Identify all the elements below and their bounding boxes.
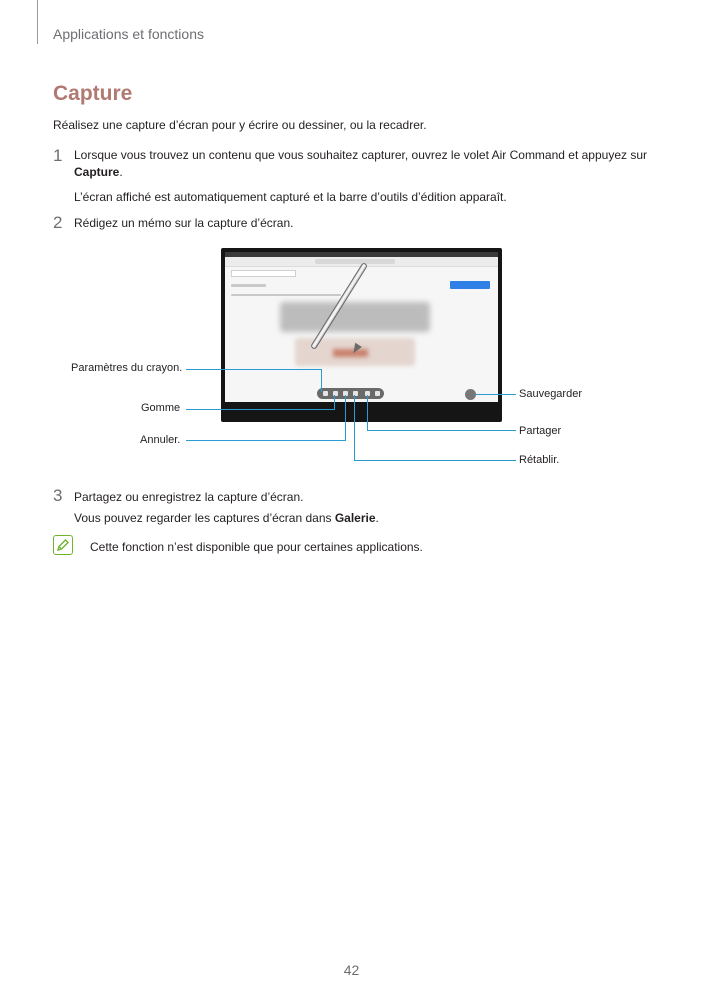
step-2-number: 2 <box>53 213 63 232</box>
blurred-hero-title <box>280 302 430 332</box>
pen-settings-icon[interactable] <box>323 391 328 396</box>
step-3-subtext <box>74 510 654 527</box>
step-2-text: Rédigez un mémo sur la capture d’écran. <box>74 216 294 230</box>
callout-line <box>186 409 335 410</box>
label-pen-settings: Paramètres du crayon. <box>71 362 183 374</box>
page-number: 42 <box>343 962 360 978</box>
label-undo: Annuler. <box>140 434 181 446</box>
step-3-bold: Galerie <box>334 511 376 525</box>
page-blue-button <box>450 281 490 289</box>
label-eraser: Gomme <box>141 402 181 414</box>
save-icon[interactable] <box>465 389 476 400</box>
step-3-subtext-main: Vous pouvez regarder les captures d’écran dans <box>74 511 335 525</box>
page-heading-line <box>231 284 266 287</box>
header-title: Applications et fonctions <box>53 26 204 42</box>
label-redo: Rétablir. <box>519 454 560 466</box>
step-3-subtext-end: . <box>375 511 379 525</box>
browser-tab <box>231 270 296 277</box>
step-1-text-main: Lorsque vous trouvez un contenu que vous souhaitez capturer, ouvrez le volet Air Command et appuyez sur <box>74 148 647 162</box>
step-1-text <box>74 147 654 181</box>
callout-line <box>354 395 355 461</box>
step-1-text-end: . <box>119 165 123 179</box>
note-text: Cette fonction n’est disponible que pour certaines applications. <box>90 540 423 554</box>
callout-line <box>354 460 516 461</box>
pencil-icon <box>56 538 70 552</box>
callout-line <box>321 369 322 392</box>
label-save: Sauvegarder <box>519 388 582 400</box>
callout-line <box>334 395 335 410</box>
callout-line <box>476 394 516 395</box>
callout-line <box>345 395 346 441</box>
step-1-bold: Capture <box>74 165 120 179</box>
page-nav-line <box>231 294 341 296</box>
callout-line <box>186 369 322 370</box>
step-3-number: 3 <box>53 486 63 505</box>
step-1-number: 1 <box>53 146 63 165</box>
callout-line <box>367 430 516 431</box>
section-intro: Réalisez une capture d’écran pour y écrire ou dessiner, ou la recadrer. <box>53 118 427 132</box>
step-1-subtext: L’écran affiché est automatiquement capturé et la barre d’outils d’édition apparaît. <box>74 190 507 204</box>
edit-toolbar <box>317 388 384 399</box>
header-rule <box>37 0 38 44</box>
note-pencil-icon <box>53 535 73 555</box>
callout-line <box>186 440 346 441</box>
callout-line <box>367 395 368 431</box>
more-icon[interactable] <box>375 391 380 396</box>
label-share: Partager <box>519 425 562 437</box>
step-3-text: Partagez ou enregistrez la capture d’écran. <box>74 490 304 504</box>
section-title: Capture <box>53 82 133 105</box>
browser-url-field <box>315 259 395 264</box>
blurred-hero-accent <box>333 349 368 357</box>
